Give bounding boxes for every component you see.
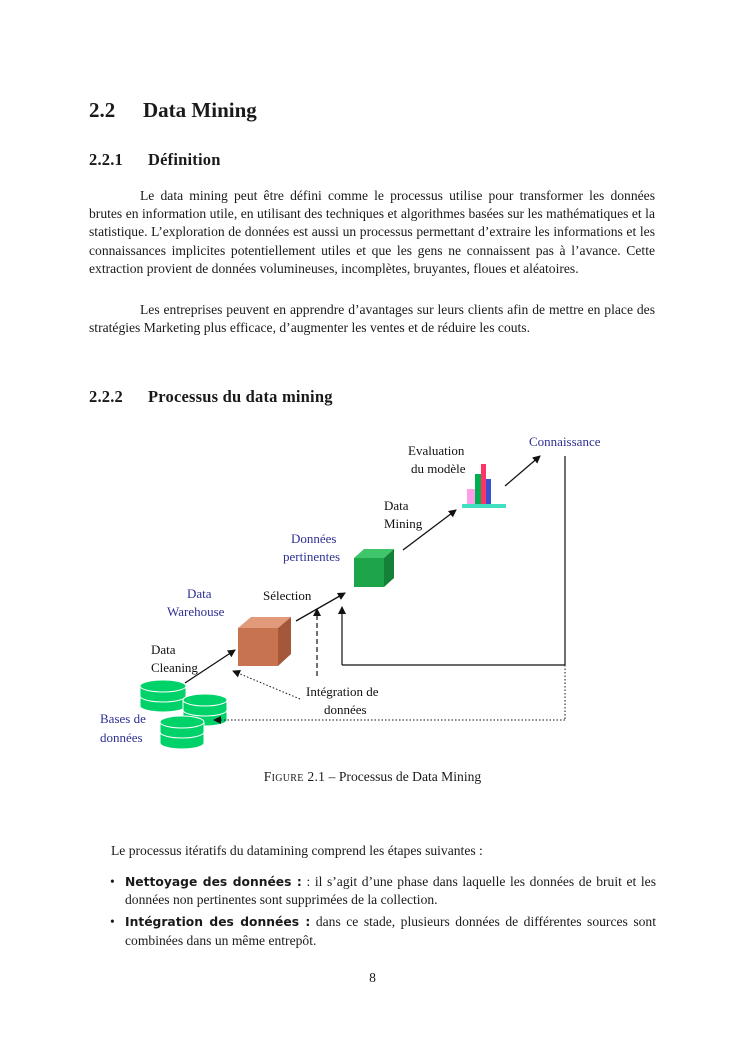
subsection-number: 2.2.1 [89,150,123,169]
warehouse-cube-icon [238,617,291,666]
business-paragraph: Les entreprises peuvent en apprendre d’avantages sur leurs clients afin de mettre en place des stratégies Marketing plus efficace, d’augmenter les ventes et de réduire les couts. [89,302,655,336]
list-item-term: Intégration des données : [125,915,311,930]
integration-dotted-arrow [233,671,300,699]
list-item [110,913,656,949]
connaissance-label: Connaissance [529,434,601,449]
selection-label: Sélection [263,588,312,603]
cleaning-label: Cleaning [151,660,198,675]
integration-label: Intégration de [306,684,379,699]
bases-label: données [100,730,143,745]
warehouse-label: Data [187,586,212,601]
list-item [110,873,656,909]
list-intro: Le processus itératifs du datamining comprend les étapes suivantes : [111,843,483,858]
section-number: 2.2 [89,98,116,122]
evaluation-label: du modèle [411,461,466,476]
cleaning-label: Data [151,642,176,657]
page-number: 8 [369,970,376,985]
definition-paragraph: Le data mining peut être défini comme le processus utilise pour transformer les données brutes en information utile, en utilisant des techniques et algorithmes basées sur les mathématiques et la statistique. L’exploration de données est aussi un processus permettant d’extraire les informations et les connaissances implicites potentiellement utiles et que les gens ne connaissent pas à l’avance. Cette extraction provient de données volumineuses, incomplètes, bruyantes, floues et aléatoires. [89,188,655,276]
list-item-term: Nettoyage des données : [125,875,302,889]
database-cylinder-icon [140,680,186,712]
steps-list [110,873,656,954]
section-title: Data Mining [143,98,257,122]
bar-chart-icon [462,464,506,508]
mining-label: Data [384,498,409,513]
list-item-text: dans ce stade, plusieurs données de différentes sources sont combinées dans un même entrepôt. [125,914,656,948]
mining-label: Mining [384,516,423,531]
figure-caption [0,769,745,785]
pertinentes-label: pertinentes [283,549,341,564]
bases-label: Bases de [100,711,146,726]
subsection-number: 2.2.2 [89,387,123,406]
arrow-connaissance [505,456,540,486]
warehouse-label: Warehouse [167,604,225,619]
evaluation-label: Evaluation [408,443,465,458]
database-cylinder-icon [160,716,204,749]
figure-caption-label: Figure 2.1 [263,769,326,784]
bullet-icon: • [110,914,115,930]
bullet-icon: • [110,874,115,889]
pertinentes-label: Données [291,531,337,546]
subsection-title: Définition [148,150,221,169]
list-item-text: : il s’agit d’une phase dans laquelle les données de bruit et les données non pertinentes sont supprimées de la collection. [125,874,656,908]
figure-caption-text: – Processus de Data Mining [325,769,482,784]
pertinent-data-cube-icon [354,549,394,587]
integration-label: données [324,702,367,717]
subsection-title: Processus du data mining [148,387,333,406]
